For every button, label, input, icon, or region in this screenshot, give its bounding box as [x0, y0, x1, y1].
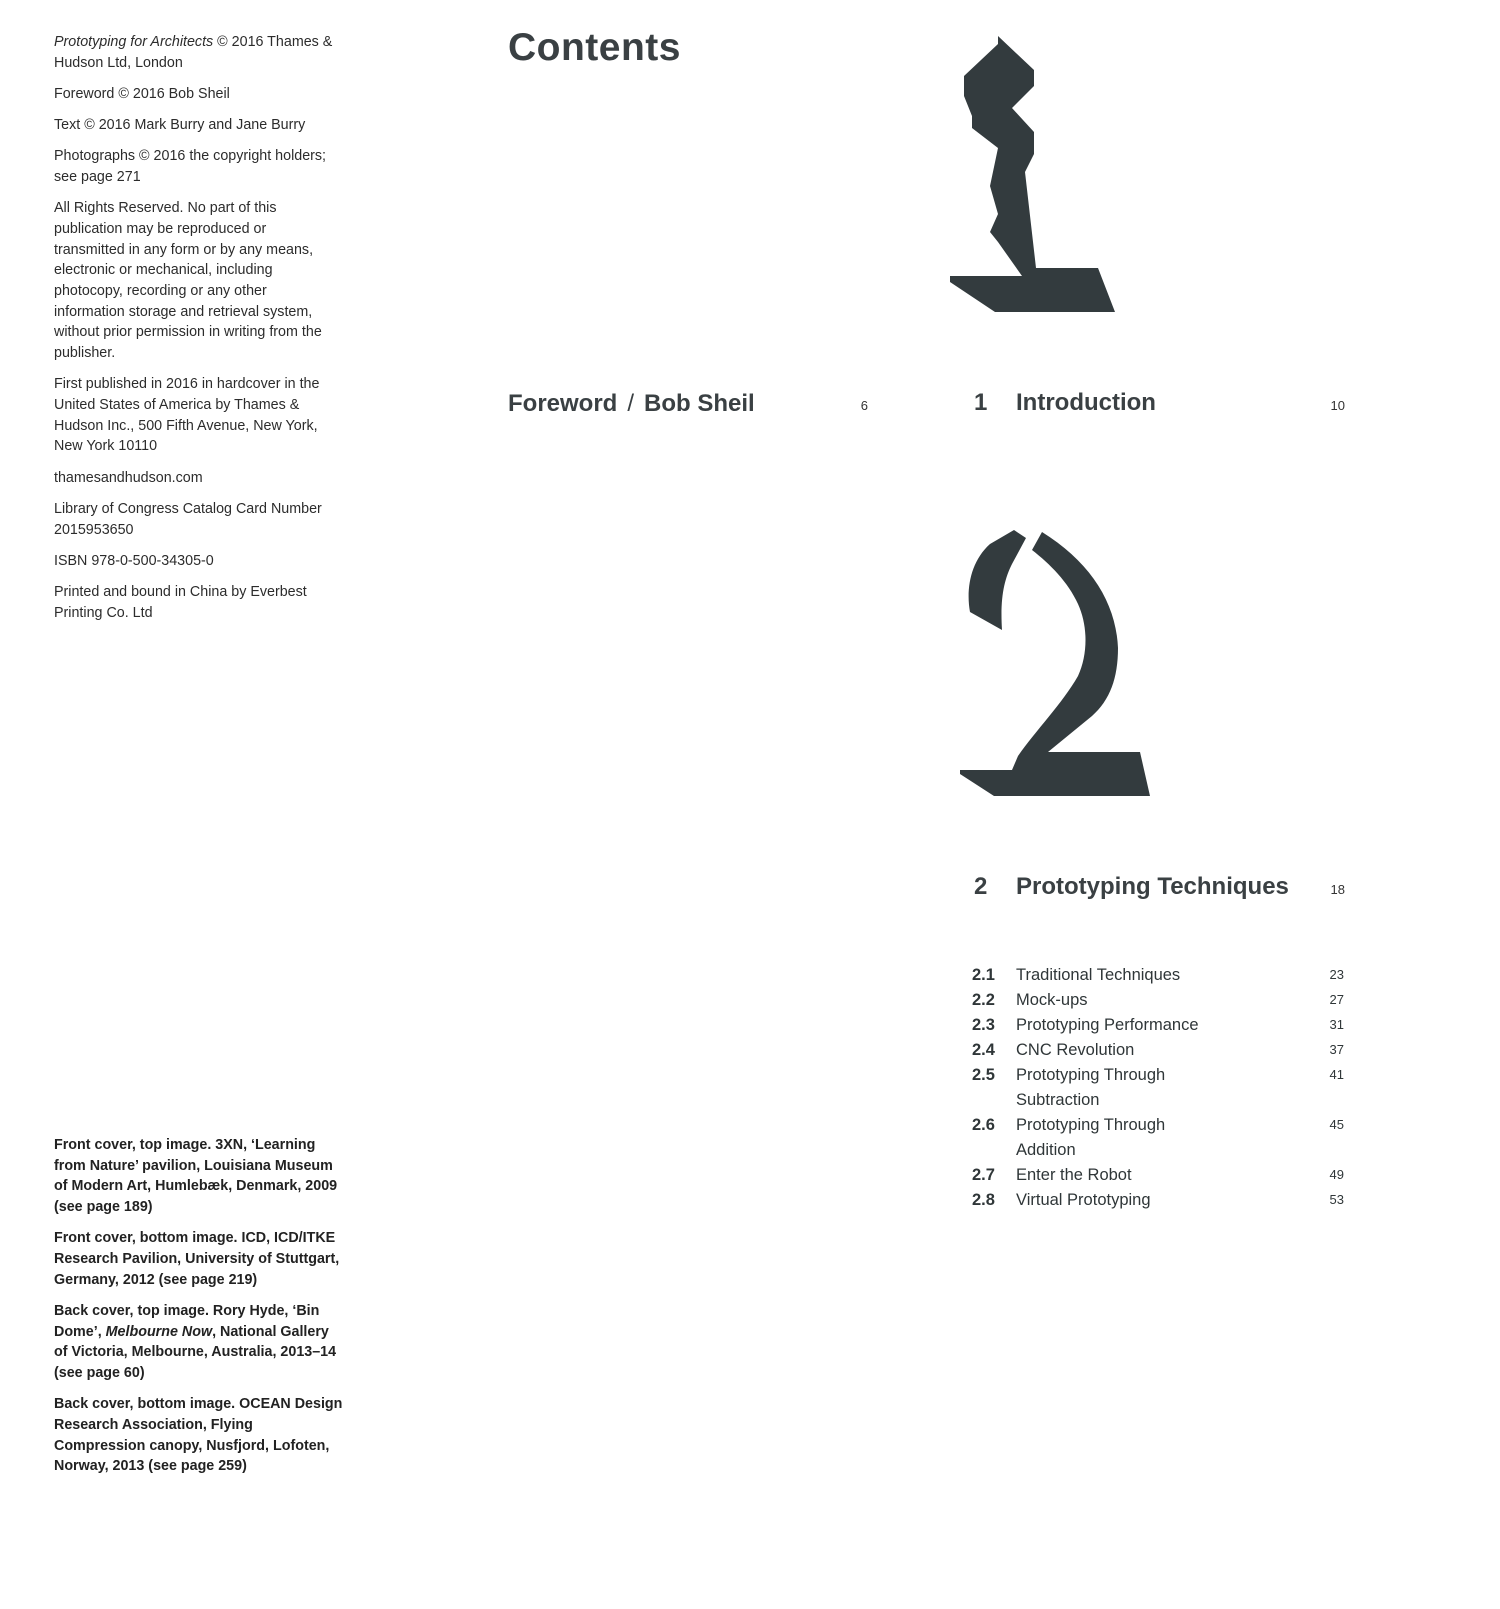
chapter-2-page: 18	[1330, 882, 1345, 897]
colophon-copyright	[54, 32, 334, 73]
credit-back-top-post: , National Gallery of Victoria, Melbourne, Australia, 2013–14 (see page 60)	[54, 1323, 337, 1382]
colophon-first-published: First published in 2016 in hardcover in the United States of America by Thames & Hudson Inc., 500 Fifth Avenue, New York, New York 10110	[54, 376, 320, 455]
section-row[interactable]	[972, 988, 1344, 1013]
colophon-website: thamesandhudson.com	[54, 469, 203, 486]
credit-back-top-italic: Melbourne Now	[105, 1323, 213, 1340]
section-title: Prototyping Through Addition	[1016, 1116, 1166, 1159]
section-page: 53	[1329, 1192, 1344, 1207]
colophon-foreword: Foreword © 2016 Bob Sheil	[54, 85, 230, 102]
section-page: 31	[1329, 1017, 1344, 1032]
credit-back-bottom: Back cover, bottom image. OCEAN Design Research Association, Flying Compression canopy, Nusfjord, Lofoten, Norway, 2013 (see page 259)	[54, 1396, 343, 1475]
page-title: Contents	[508, 26, 681, 69]
section-number: 2.6	[972, 1116, 995, 1134]
credit-front-bottom: Front cover, bottom image. ICD, ICD/ITKE Research Pavilion, University of Stuttgart, Germany, 2012 (see page 219)	[54, 1230, 340, 1288]
section-number: 2.1	[972, 966, 995, 984]
foreword-author: Bob Sheil	[644, 390, 755, 417]
section-page: 23	[1329, 967, 1344, 982]
section-number: 2.3	[972, 1016, 995, 1034]
section-row[interactable]	[972, 1038, 1344, 1063]
section-row[interactable]	[972, 1063, 1344, 1113]
section-row[interactable]	[972, 1113, 1344, 1163]
section-title: Prototyping Through Subtraction	[1016, 1066, 1166, 1109]
section-title: Virtual Prototyping	[1016, 1191, 1151, 1209]
section-page: 41	[1329, 1067, 1344, 1082]
section-number: 2.2	[972, 991, 995, 1009]
colophon-printer: Printed and bound in China by Everbest Printing Co. Ltd	[54, 583, 307, 621]
foreword-separator: /	[627, 390, 635, 417]
colophon	[54, 32, 334, 634]
section-number: 2.8	[972, 1191, 995, 1209]
section-row[interactable]	[972, 1163, 1344, 1188]
section-row[interactable]	[972, 1013, 1344, 1038]
chapter-one-glyph-icon	[950, 36, 1115, 318]
colophon-rights: All Rights Reserved. No part of this publication may be reproduced or transmitted in any form or by any means, electronic or mechanical, including photocopy, recording or any other information storage and retrieval system, without prior permission in writing from the publisher.	[54, 200, 322, 362]
colophon-text: Text © 2016 Mark Burry and Jane Burry	[54, 117, 306, 134]
chapter-2-title[interactable]: Prototyping Techniques	[1016, 873, 1289, 900]
credit-back-top	[54, 1301, 344, 1384]
foreword-entry[interactable]	[508, 390, 755, 418]
section-row[interactable]	[972, 963, 1344, 988]
chapter-two-glyph-icon	[960, 530, 1150, 805]
section-number: 2.4	[972, 1041, 995, 1059]
colophon-isbn: ISBN 978-0-500-34305-0	[54, 552, 214, 569]
foreword-label: Foreword	[508, 390, 618, 417]
colophon-book-title: Prototyping for Architects	[54, 34, 214, 50]
credit-back-top-pre: Back cover, top image. Rory Hyde, ‘Bin Dome’,	[54, 1302, 320, 1340]
section-title: Enter the Robot	[1016, 1166, 1132, 1184]
section-number: 2.5	[972, 1066, 995, 1084]
chapter-1-title[interactable]: Introduction	[1016, 389, 1156, 416]
chapter-2-number: 2	[974, 873, 988, 900]
section-row[interactable]	[972, 1188, 1344, 1213]
section-title: Traditional Techniques	[1016, 966, 1181, 984]
section-page: 45	[1329, 1117, 1344, 1132]
colophon-loc: Library of Congress Catalog Card Number 2015953650	[54, 500, 322, 538]
section-title: Mock-ups	[1016, 991, 1088, 1009]
section-title: Prototyping Performance	[1016, 1016, 1199, 1034]
section-page: 37	[1329, 1042, 1344, 1057]
colophon-photographs: Photographs © 2016 the copyright holders; see page 271	[54, 148, 327, 186]
section-title: CNC Revolution	[1016, 1041, 1135, 1059]
cover-credits	[54, 1135, 344, 1488]
credit-front-top: Front cover, top image. 3XN, ‘Learning from Nature’ pavilion, Louisiana Museum of Modern Art, Humlebæk, Denmark, 2009 (see page 189)	[54, 1137, 338, 1216]
section-number: 2.7	[972, 1166, 995, 1184]
colophon-copyright-text: © 2016 Thames & Hudson Ltd, London	[54, 34, 333, 71]
chapter-1-number: 1	[974, 389, 988, 416]
chapter-1-page: 10	[1330, 398, 1345, 413]
foreword-page: 6	[860, 398, 868, 413]
section-page: 27	[1329, 992, 1344, 1007]
section-page: 49	[1329, 1167, 1344, 1182]
